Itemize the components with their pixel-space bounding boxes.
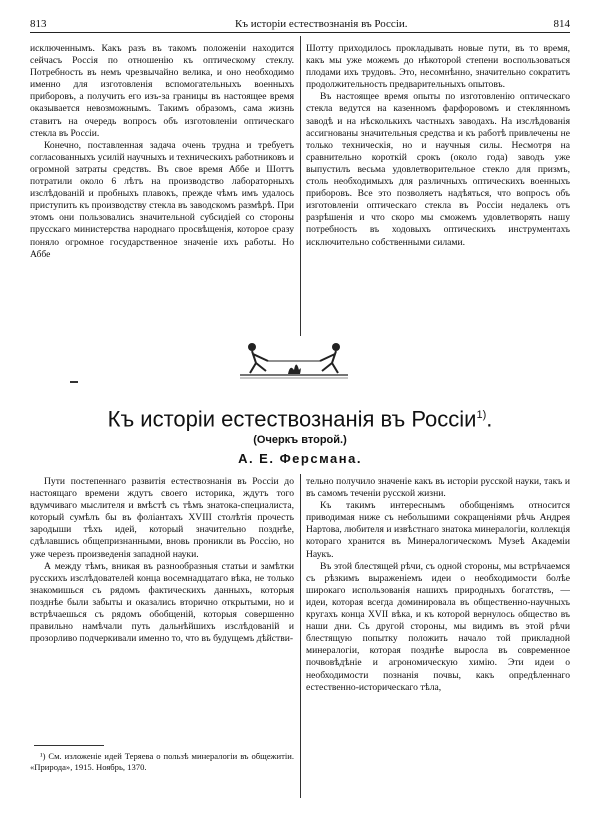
bottom-left-column (30, 476, 294, 736)
paragraph: Въ настоящее время опыты по изготовленію оптическаго стекла ведутся на казенномъ фарфоровомъ и стеклянномъ заводѣ и на нѣсколькихъ частныхъ заводахъ. На изслѣдованія ассигнованы значительныя средства и къ работѣ привлечены не только техническія, но и научныя силы. Несмотря на сравнительно короткій срокъ (около года) заводъ уже выпустилъ весьма удовлетворительное стекло для призмъ, столь необходимыхъ для различныхъ оптическихъ военныхъ приборовъ. Все это позволяетъ надѣяться, что вопросъ объ изготовленіи оптическаго стекла въ Россіи недалекъ отъ разрѣшенія и что скоро мы сможемъ удовлетворять нашу потребность въ ходовыхъ оптическихъ инструментахъ исключительно собственными силами. (306, 91, 570, 248)
margin-mark (70, 381, 78, 383)
column-divider (300, 36, 301, 336)
running-title: Къ исторіи естествознанія въ Россіи. (235, 18, 408, 30)
top-right-column (306, 43, 570, 338)
article-subtitle: (Очеркъ второй.) (253, 434, 347, 446)
top-left-column (30, 43, 294, 338)
paragraph: Шотту приходилось прокладывать новые пути, въ то время, какъ мы уже можемъ до нѣкоторой степени воспользоваться плодами ихъ трудовъ. Это, несомнѣнно, значительно сократитъ продолжительность предварительныхъ опытовъ. (306, 43, 570, 91)
decorative-vignette-illustration (238, 337, 350, 385)
footnote (30, 751, 294, 773)
footnote-text: ¹) См. изложеніе идей Теряева о пользѣ минералогіи въ общежитіи. «Природа», 1915. Ноябрь, 1370. (30, 751, 294, 772)
page-number-right: 814 (553, 18, 570, 30)
paragraph: А между тѣмъ, вникая въ разнообразныя статьи и замѣтки русскихъ изслѣдователей конца восемнадцатаго вѣка, не только знакомишься съ рядомъ фактическихъ данныхъ, которыя позднѣе были забыты и оказались вторично открытыми, но и встрѣчаешься съ рядомъ обобщеній, которыя совершенно правильно намѣчали путь дальнѣйшихъ изслѣдованій и прозорливо подчеркивали именно то, что въ будущемъ дѣйстви- (30, 560, 294, 645)
article-author: А. Е. Ферсмана. (238, 451, 362, 466)
paragraph: Пути постепеннаго развитія естествознанія въ Россіи до настоящаго времени ждутъ своего историка, ждутъ того вдумчиваго мыслителя и вмѣстѣ съ тѣмъ знатока-специалиста, который сумѣлъ бы въ фоліантахъ XVIII столѣтія прочесть зародыши тѣхъ идей, который значительно позднѣе, сдѣлавшись общепризнанными, вновь проникли въ Россію, но уже черезъ произведенія западной науки. (30, 476, 294, 560)
running-header (30, 18, 570, 33)
paragraph: Къ такимъ интереснымъ обобщеніямъ относится приводимая ниже съ небольшими сокращеніями рѣчь Андрея Нартова, любителя и извѣстнаго знатока минералогіи, коллекція котораго хранится въ Минералогическомъ Музеѣ Академіи Наукъ. (306, 500, 570, 560)
page-number-left: 813 (30, 18, 47, 30)
article-title: Къ исторіи естествознанія въ Россіи$^{1)}$. (107, 406, 493, 432)
paragraph: исключеннымъ. Какъ разъ въ такомъ положеніи находится сейчасъ Россія по отношенію къ оптическому стеклу. Потребность въ немъ чрезвычайно велика, и оно необходимо именно для изготовленія вспомогательныхъ военныхъ приборовъ, а получить его изъ-за границы въ настоящее время оказывается невозможнымъ. Такимъ образомъ, сама жизнь ставитъ на очередь вопросъ объ изготовленіи оптическаго стекла въ Россіи. (30, 43, 294, 139)
title-text: Къ исторіи естествознанія въ Россіи (107, 406, 477, 432)
paragraph: Конечно, поставленная задача очень трудна и требуетъ согласованныхъ усилій научныхъ и техническихъ работниковъ и огромной затраты средствъ. Въ свое время Аббе и Шоттъ потратили около 6 лѣтъ на производство лабораторныхъ изслѣдованій и пробныхъ плавокъ, прежде чѣмъ имъ удалось приступить къ производству стекла въ заводскомъ размѣрѣ. При этомъ они пользовались значительной субсидіей со стороны прусскаго министерства народнаго просвѣщенія, которое сразу поняло огромное государственное значеніе ихъ работы. Но Аббе (30, 139, 294, 260)
footnote-rule (34, 745, 104, 746)
paragraph: Въ этой блестящей рѣчи, съ одной стороны, мы встрѣчаемся съ рѣзкимъ выраженіемъ идеи о необходимости болѣе широкаго использованія нашихъ природныхъ богатствъ, — идеи, которая всегда доминировала въ общественно-научныхъ кругахъ конца XVII вѣка, и къ которой вернулось общество въ наши дни. Съ другой стороны, мы видимъ въ этой рѣчи блестящую попытку положить начало той прикладной минералогіи, которая позднѣе выросла въ современное почвовѣдѣніе и агрономическую химію. Эти идеи о необходимости познанія почвы, какъ опредѣленнаго естественно-историческаго тѣла, (306, 560, 570, 693)
paragraph: тельно получило значеніе какъ въ исторіи русской науки, такъ и въ самомъ теченіи русской жизни. (306, 476, 570, 500)
title-footnote-mark: 1) (476, 409, 487, 421)
column-divider (300, 474, 301, 798)
bottom-right-column (306, 476, 570, 798)
